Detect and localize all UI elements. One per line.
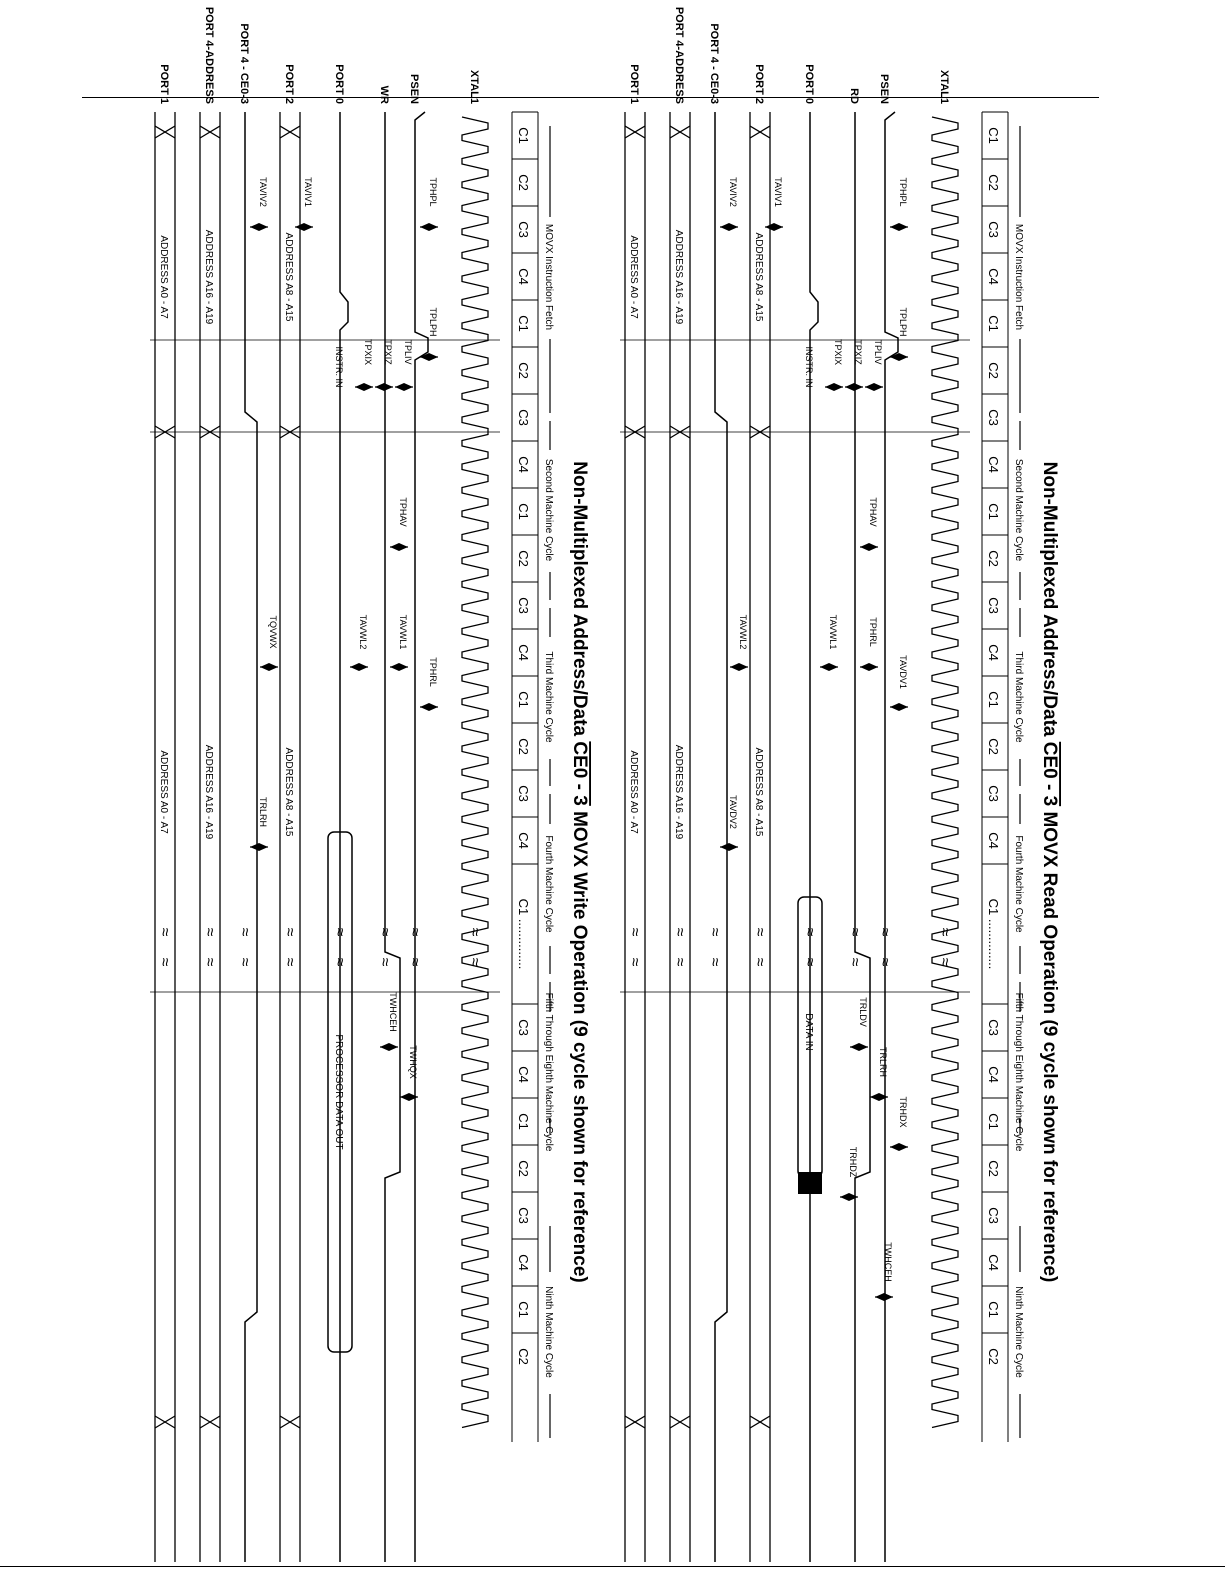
signal-name: PORT 0: [803, 64, 815, 104]
arrow-head: [429, 223, 438, 231]
timing-label: TAVIV1: [303, 177, 313, 207]
cycle-label: C4: [516, 1254, 531, 1271]
cycle-label: C1: [516, 315, 531, 332]
timing-arrow: [250, 843, 268, 851]
cycle-label: C4: [516, 832, 531, 849]
cycle-label: C3: [986, 221, 1001, 238]
arrow-head: [259, 223, 268, 231]
break-mark: ≈: [201, 927, 218, 937]
cycle-label: C3: [986, 597, 1001, 614]
arrow-head: [389, 1043, 398, 1051]
cycle-label: C4: [986, 644, 1001, 661]
timing-label: TPHRL: [428, 657, 438, 687]
signal-name: XTAL1: [468, 69, 480, 104]
timing-arrow: [875, 1293, 893, 1301]
port0-waveform: [810, 112, 818, 1562]
phase-label: Fifth Through Eighth Machine Cycle: [1013, 992, 1024, 1152]
psen-waveform: [415, 112, 428, 1562]
arrow-head: [269, 663, 278, 671]
timing-arrow: [860, 663, 878, 671]
arrow-head: [375, 383, 384, 391]
timing-arrow: [420, 353, 438, 361]
timing-label: TRLDV: [858, 997, 868, 1027]
xtal1-clock: [932, 117, 958, 1428]
cycle-label: C2: [516, 738, 531, 755]
cycle-label: C1 ..............: [516, 898, 531, 970]
arrow-head: [400, 1093, 409, 1101]
timing-label: TPXIZ: [853, 339, 863, 365]
timing-arrow: [720, 843, 738, 851]
break-mark: ≈: [331, 957, 348, 967]
arrow-head: [384, 383, 393, 391]
break-mark: ≈: [626, 927, 643, 937]
timing-arrow: [380, 1043, 398, 1051]
arrow-head: [825, 383, 834, 391]
arrow-head: [250, 223, 259, 231]
break-mark: ≈: [751, 957, 768, 967]
port0-waveform: [340, 112, 348, 1562]
cycle-label: C1: [986, 503, 1001, 520]
rw-waveform: [855, 112, 870, 1562]
cycle-label: C2: [516, 1348, 531, 1365]
arrow-head: [350, 663, 359, 671]
cycle-label: C1: [516, 1113, 531, 1130]
arrow-head: [250, 843, 259, 851]
break-mark: ≈: [466, 927, 483, 937]
arrow-head: [890, 703, 899, 711]
timing-label: TAVIV2: [728, 177, 738, 207]
timing-label: TPLIV: [873, 339, 883, 365]
arrow-head: [390, 663, 399, 671]
timing-label: TAVWL2: [358, 614, 368, 650]
diagram-title: Non-Multiplexed Address/Data CE0 - 3 MOVX Read Operation (9 cycle shown for reference): [1039, 461, 1060, 1283]
signal-name: PORT 2: [283, 64, 295, 104]
timing-arrow: [850, 1043, 868, 1051]
arrow-head: [359, 663, 368, 671]
break-mark: ≈: [846, 927, 863, 937]
break-mark: ≈: [331, 927, 348, 937]
timing-label: TAVDV2: [728, 795, 738, 829]
phase-label: Fifth Through Eighth Machine Cycle: [543, 992, 554, 1152]
bus-label: INSTR. IN: [804, 346, 814, 388]
timing-arrow: [395, 383, 413, 391]
read-operation-diagram: [620, 7, 1060, 1562]
break-mark: ≈: [406, 927, 423, 937]
signal-name: PSEN: [878, 74, 890, 104]
cycle-label: C1 ..............: [986, 898, 1001, 970]
signal-name: WR: [378, 85, 390, 104]
arrow-head: [899, 223, 908, 231]
timing-arrow: [250, 223, 268, 231]
break-mark: ≈: [376, 927, 393, 937]
cycle-label: C3: [516, 221, 531, 238]
cycle-label: C3: [516, 785, 531, 802]
timing-label: TPHAV: [868, 497, 878, 527]
cycle-label: C3: [986, 785, 1001, 802]
timing-arrow: [765, 223, 783, 231]
bus-label: PROCESSOR DATA OUT: [333, 1034, 344, 1150]
arrow-head: [390, 543, 399, 551]
cycle-label: C1: [986, 1113, 1001, 1130]
arrow-head: [834, 383, 843, 391]
break-mark: ≈: [706, 957, 723, 967]
cycle-label: C3: [986, 1207, 1001, 1224]
bus-label: ADDRESS A8 - A15: [753, 747, 764, 837]
timing-arrow: [730, 663, 748, 671]
break-mark: ≈: [846, 957, 863, 967]
timing-label: TPLPH: [898, 307, 908, 337]
break-mark: ≈: [801, 957, 818, 967]
timing-label: TPHPL: [428, 177, 438, 207]
timing-label: TAVDV1: [898, 655, 908, 689]
arrow-head: [884, 1293, 893, 1301]
timing-label: TAVWL1: [828, 614, 838, 650]
phase-label: MOVX Instruction Fetch: [543, 223, 554, 331]
arrow-head: [409, 1093, 418, 1101]
write-operation-diagram: [150, 7, 590, 1562]
arrow-head: [774, 223, 783, 231]
timing-arrow: [350, 663, 368, 671]
timing-arrow: [890, 353, 908, 361]
timing-label: TPXIX: [363, 338, 373, 366]
bus-label: ADDRESS A16 - A19: [203, 744, 214, 840]
arrow-head: [859, 1043, 868, 1051]
timing-arrow: [355, 383, 373, 391]
cycle-label: C4: [986, 268, 1001, 285]
signal-name: PORT 4-ADDRESS: [203, 6, 215, 104]
arrow-head: [840, 1193, 849, 1201]
timing-arrow: [845, 383, 863, 391]
cycle-label: C4: [986, 832, 1001, 849]
cycle-label: C1: [986, 315, 1001, 332]
timing-label: TRHDX: [898, 1096, 908, 1128]
arrow-head: [865, 383, 874, 391]
timing-arrow: [260, 663, 278, 671]
timing-label: TRHDZ: [848, 1146, 858, 1178]
phase-label: Ninth Machine Cycle: [1013, 1286, 1024, 1378]
cycle-label: C2: [516, 362, 531, 379]
arrow-head: [260, 663, 269, 671]
arrow-head: [875, 1293, 884, 1301]
timing-arrow: [420, 223, 438, 231]
arrow-head: [874, 383, 883, 391]
phase-label: Ninth Machine Cycle: [543, 1286, 554, 1378]
timing-label: TQVWX: [268, 615, 278, 649]
timing-label: TWHCEH: [388, 992, 398, 1032]
bus-label: ADDRESS A0 - A7: [158, 750, 169, 834]
arrow-head: [870, 1093, 879, 1101]
timing-arrow: [390, 543, 408, 551]
signal-name: XTAL1: [938, 69, 950, 104]
break-mark: ≈: [626, 957, 643, 967]
arrow-head: [739, 663, 748, 671]
break-mark: ≈: [671, 957, 688, 967]
psen-waveform: [885, 112, 898, 1562]
arrow-head: [730, 663, 739, 671]
break-mark: ≈: [281, 927, 298, 937]
timing-label: TWHQX: [408, 1045, 418, 1079]
timing-arrow: [890, 1143, 908, 1151]
arrow-head: [899, 1143, 908, 1151]
timing-arrow: [390, 663, 408, 671]
bus-label: ADDRESS A0 - A7: [628, 235, 639, 319]
diagram-title: Non-Multiplexed Address/Data CE0 - 3 MOVX Write Operation (9 cycle shown for reference): [569, 461, 590, 1283]
cycle-label: C2: [516, 174, 531, 191]
cycle-label: C1: [516, 127, 531, 144]
signal-name: PORT 0: [333, 64, 345, 104]
break-mark: ≈: [876, 957, 893, 967]
arrow-head: [849, 1193, 858, 1201]
timing-label: TPXIZ: [383, 339, 393, 365]
cycle-label: C1: [516, 691, 531, 708]
arrow-head: [890, 223, 899, 231]
break-mark: ≈: [801, 927, 818, 937]
arrow-head: [869, 663, 878, 671]
timing-label: TRLRH: [258, 796, 268, 828]
arrow-head: [304, 223, 313, 231]
cycle-label: C2: [986, 1348, 1001, 1365]
arrow-head: [404, 383, 413, 391]
timing-label: TPHPL: [898, 177, 908, 207]
arrow-head: [820, 663, 829, 671]
cycle-label: C3: [516, 1207, 531, 1224]
timing-label: TPXIX: [833, 338, 843, 366]
break-mark: ≈: [876, 927, 893, 937]
break-mark: ≈: [936, 927, 953, 937]
port4-ce-waveform: [715, 112, 727, 1562]
break-mark: ≈: [751, 927, 768, 937]
cycle-label: C4: [986, 1066, 1001, 1083]
arrow-head: [399, 543, 408, 551]
arrow-head: [420, 703, 429, 711]
cycle-label: C2: [986, 174, 1001, 191]
arrow-head: [850, 1043, 859, 1051]
break-mark: ≈: [281, 957, 298, 967]
bus-label: INSTR. IN: [334, 346, 344, 388]
cycle-label: C3: [986, 1019, 1001, 1036]
cycle-label: C3: [986, 409, 1001, 426]
bus-label: ADDRESS A0 - A7: [158, 235, 169, 319]
arrow-head: [729, 843, 738, 851]
arrow-head: [395, 383, 404, 391]
xtal1-clock: [462, 117, 488, 1428]
cycle-label: C3: [516, 409, 531, 426]
break-mark: ≈: [466, 957, 483, 967]
arrow-head: [429, 353, 438, 361]
break-mark: ≈: [406, 957, 423, 967]
arrow-head: [860, 663, 869, 671]
port4-ce-waveform: [245, 112, 257, 1562]
arrow-head: [720, 843, 729, 851]
timing-arrow: [890, 223, 908, 231]
timing-arrow: [375, 383, 393, 391]
phase-label: MOVX Instruction Fetch: [1013, 223, 1024, 331]
signal-name: PORT 1: [628, 64, 640, 104]
cycle-label: C4: [516, 268, 531, 285]
arrow-head: [890, 1143, 899, 1151]
phase-label: Second Machine Cycle: [1013, 458, 1024, 562]
cycle-label: C2: [986, 550, 1001, 567]
break-mark: ≈: [671, 927, 688, 937]
rw-waveform: [385, 112, 400, 1562]
break-mark: ≈: [156, 927, 173, 937]
cycle-label: C1: [516, 1301, 531, 1318]
phase-label: Fourth Machine Cycle: [543, 835, 554, 933]
cycle-label: C4: [516, 456, 531, 473]
arrow-head: [829, 663, 838, 671]
arrow-head: [380, 1043, 389, 1051]
cycle-label: C1: [986, 691, 1001, 708]
break-mark: ≈: [936, 957, 953, 967]
cycle-label: C2: [986, 362, 1001, 379]
phase-label: Second Machine Cycle: [543, 458, 554, 562]
arrow-head: [429, 703, 438, 711]
timing-arrow: [860, 543, 878, 551]
timing-label: TPHAV: [398, 497, 408, 527]
cycle-label: C2: [516, 1160, 531, 1177]
timing-label: TWHCEH: [883, 1242, 893, 1282]
arrow-head: [899, 353, 908, 361]
bus-label: DATA IN: [803, 1013, 814, 1051]
bus-label: ADDRESS A16 - A19: [673, 744, 684, 840]
cycle-label: C1: [516, 503, 531, 520]
arrow-head: [259, 843, 268, 851]
timing-label: TAVWL1: [398, 614, 408, 650]
signal-name: PORT 1: [158, 64, 170, 104]
timing-arrow: [825, 383, 843, 391]
break-mark: ≈: [706, 927, 723, 937]
arrow-head: [720, 223, 729, 231]
arrow-head: [899, 703, 908, 711]
cycle-label: C2: [986, 1160, 1001, 1177]
arrow-head: [869, 543, 878, 551]
phase-label: Third Machine Cycle: [543, 651, 554, 743]
bus-label: ADDRESS A8 - A15: [283, 232, 294, 322]
cycle-label: C2: [986, 738, 1001, 755]
arrow-head: [854, 383, 863, 391]
timing-arrow: [295, 223, 313, 231]
timing-arrow: [820, 663, 838, 671]
break-mark: ≈: [236, 957, 253, 967]
timing-label: TAVIV1: [773, 177, 783, 207]
timing-label: TRLRH: [878, 1046, 888, 1078]
cycle-label: C3: [516, 1019, 531, 1036]
arrow-head: [364, 383, 373, 391]
timing-arrow: [890, 703, 908, 711]
cycle-label: C4: [986, 1254, 1001, 1271]
arrow-head: [399, 663, 408, 671]
break-mark: ≈: [236, 927, 253, 937]
phase-label: Fourth Machine Cycle: [1013, 835, 1024, 933]
bus-label: ADDRESS A8 - A15: [283, 747, 294, 837]
timing-arrow: [720, 223, 738, 231]
break-mark: ≈: [376, 957, 393, 967]
cycle-label: C2: [516, 550, 531, 567]
signal-name: RD: [848, 88, 860, 104]
break-mark: ≈: [201, 957, 218, 967]
bus-label: ADDRESS A16 - A19: [203, 229, 214, 325]
arrow-head: [729, 223, 738, 231]
cycle-label: C4: [986, 456, 1001, 473]
signal-name: PORT 4-ADDRESS: [673, 6, 685, 104]
timing-label: TPLIV: [403, 339, 413, 365]
timing-arrow: [420, 703, 438, 711]
arrow-head: [860, 543, 869, 551]
cycle-label: C1: [986, 1301, 1001, 1318]
cycle-label: C1: [986, 127, 1001, 144]
timing-label: TPHRL: [868, 617, 878, 647]
arrow-head: [845, 383, 854, 391]
arrow-head: [420, 223, 429, 231]
timing-label: TAVWL2: [738, 614, 748, 650]
cycle-label: C4: [516, 644, 531, 661]
break-mark: ≈: [156, 957, 173, 967]
timing-arrow: [865, 383, 883, 391]
bus-label: ADDRESS A8 - A15: [753, 232, 764, 322]
bus-label: ADDRESS A0 - A7: [628, 750, 639, 834]
cycle-label: C4: [516, 1066, 531, 1083]
signal-name: PSEN: [408, 74, 420, 104]
signal-name: PORT 2: [753, 64, 765, 104]
phase-label: Third Machine Cycle: [1013, 651, 1024, 743]
data-in-tail: [798, 1172, 822, 1194]
arrow-head: [355, 383, 364, 391]
timing-label: TAVIV2: [258, 177, 268, 207]
signal-name: PORT 4 - CE0-3: [708, 23, 720, 104]
bus-label: ADDRESS A16 - A19: [673, 229, 684, 325]
arrow-head: [879, 1093, 888, 1101]
cycle-label: C3: [516, 597, 531, 614]
timing-label: TPLPH: [428, 307, 438, 337]
signal-name: PORT 4 - CE0-3: [238, 23, 250, 104]
